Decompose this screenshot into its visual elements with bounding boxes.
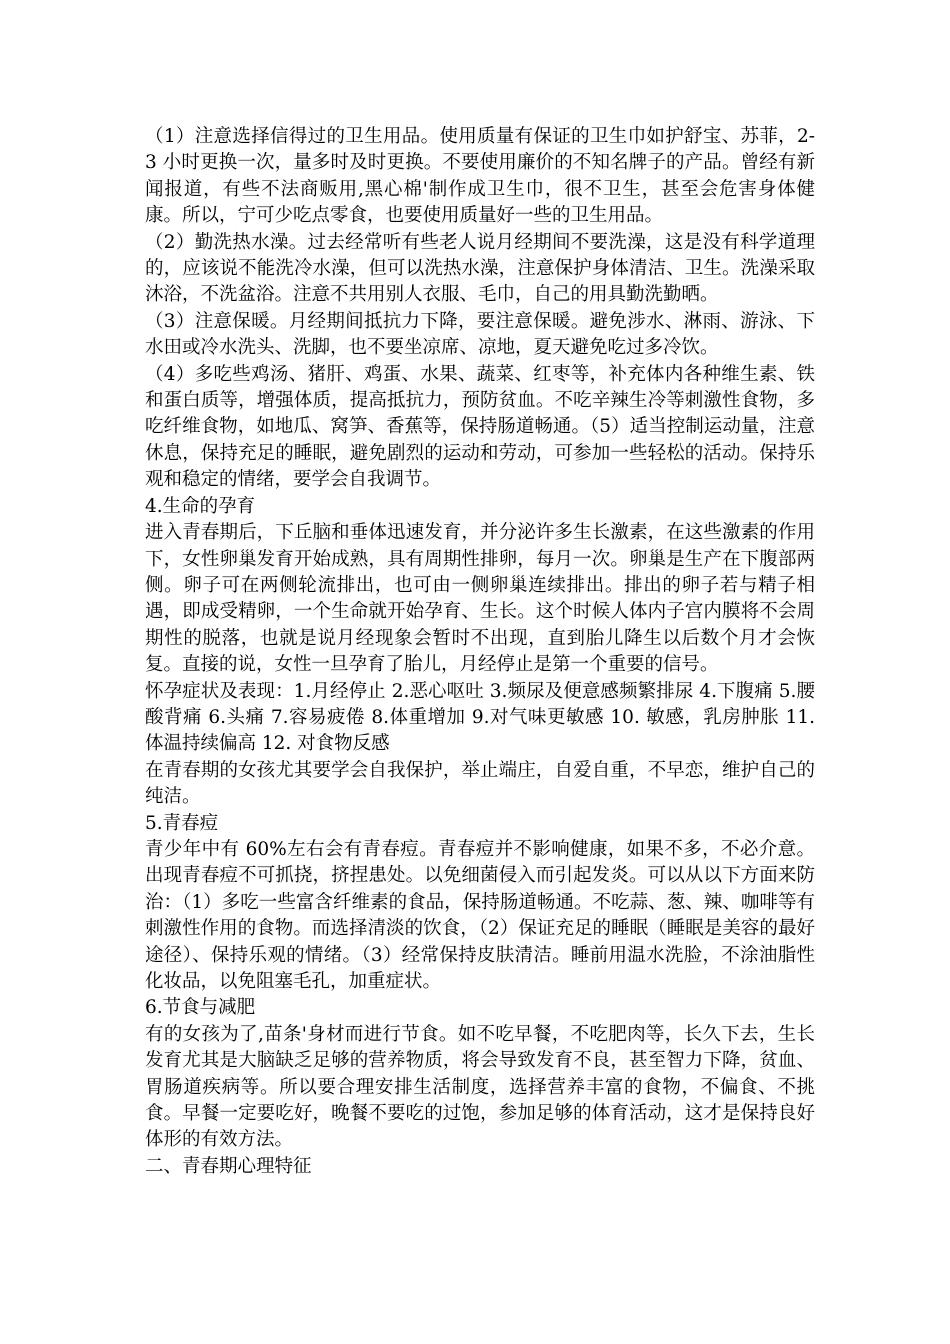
section-heading-dieting: 6.节食与减肥: [145, 997, 256, 1019]
section-heading-psychology: 二、青春期心理特征: [145, 1155, 312, 1177]
section-heading-pregnancy: 4.生命的孕育: [145, 495, 256, 517]
paragraph-self-protection: 在青春期的女孩尤其要学会自我保护，举止端庄，自爱自重，不早恋，维护自己的纯洁。: [145, 759, 815, 808]
document-body: [145, 124, 815, 1180]
paragraph-dieting: 有的女孩为了‚苗条'身材而进行节食。如不吃早餐，不吃肥肉等，长久下去，生长发育尤其是大脑缺乏足够的营养物质，将会导致发育不良，甚至智力下降，贫血、胃肠道疾病等。所以要合理安排生活制度，选择营养丰富的食物，不偏食、不挑食。早餐一定要吃好，晚餐不要吃的过饱，参加足够的体育活动，这才是保持良好体形的有效方法。: [145, 1023, 815, 1151]
paragraph-pregnancy: 进入青春期后，下丘脑和垂体迅速发育，并分泌许多生长激素，在这些激素的作用下，女性卵巢发育开始成熟，具有周期性排卵，每月一次。卵巢是生产在下腹部两侧。卵子可在两侧轮流排出，也可由一侧卵巢连续排出。排出的卵子若与精子相遇，即成受精卵，一个生命就开始孕育、生长。这个时候人体内子宫内膜将不会周期性的脱落，也就是说月经现象会暂时不出现，直到胎儿降生以后数个月才会恢复。直接的说，女性一旦孕育了胎儿，月经停止是第一个重要的信号。: [145, 522, 815, 676]
paragraph-pregnancy-symptoms: 怀孕症状及表现：1.月经停止 2.恶心呕吐 3.频尿及便意感频繁排尿 4.下腹痛 5.腰酸背痛 6.头痛 7.容易疲倦 8.体重增加 9.对气味更敏感 10. 敏感，乳房肿胀 11. 体温持续偏高 12. 对食物反感: [145, 680, 815, 755]
section-heading-acne: 5.青春痘: [145, 812, 219, 834]
paragraph-nutrition-exercise: （4）多吃些鸡汤、猪肝、鸡蛋、水果、蔬菜、红枣等，补充体内各种维生素、铁和蛋白质等，增强体质，提高抵抗力，预防贫血。不吃辛辣生冷等刺激性食物，多吃纤维食物，如地瓜、窝笋、香蕉等，保持肠道畅通。（5）适当控制运动量，注意休息，保持充足的睡眠，避免剧烈的运动和劳动，可参加一些轻松的活动。保持乐观和稳定的情绪，要学会自我调节。: [145, 363, 815, 491]
paragraph-acne: 青少年中有 60%左右会有青春痘。青春痘并不影响健康，如果不多，不必介意。出现青春痘不可抓挠，挤捏患处。以免细菌侵入而引起发炎。可以从以下方面来防治：（1）多吃一些富含纤维素的食品，保持肠道畅通。不吃蒜、葱、辣、咖啡等有刺激性作用的食物。而选择清淡的饮食，（2）保证充足的睡眠（睡眠是美容的最好途径）、保持乐观的情绪。（3）经常保持皮肤清洁。睡前用温水洗脸，不涂油脂性化妆品，以免阻塞毛孔，加重症状。: [145, 838, 815, 992]
paragraph-keep-warm: （3）注意保暖。月经期间抵抗力下降，要注意保暖。避免涉水、淋雨、游泳、下水田或冷水洗头、洗脚，也不要坐凉席、凉地，夏天避免吃过多冷饮。: [145, 310, 815, 359]
paragraph-hot-bath: （2）勤洗热水澡。过去经常听有些老人说月经期间不要洗澡，这是没有科学道理的，应该说不能洗冷水澡，但可以洗热水澡，注意保护身体清洁、卫生。洗澡采取沐浴，不洗盆浴。注意不共用别人衣服、毛巾，自己的用具勤洗勤晒。: [145, 231, 815, 306]
paragraph-sanitary-products: （1）注意选择信得过的卫生用品。使用质量有保证的卫生巾如护舒宝、苏菲，2-3 小时更换一次，量多时及时更换。不要使用廉价的不知名牌子的产品。曾经有新闻报道，有些不法商贩用‚黑心棉'制作成卫生巾，很不卫生，甚至会危害身体健康。所以，宁可少吃点零食，也要使用质量好一些的卫生用品。: [145, 126, 815, 227]
